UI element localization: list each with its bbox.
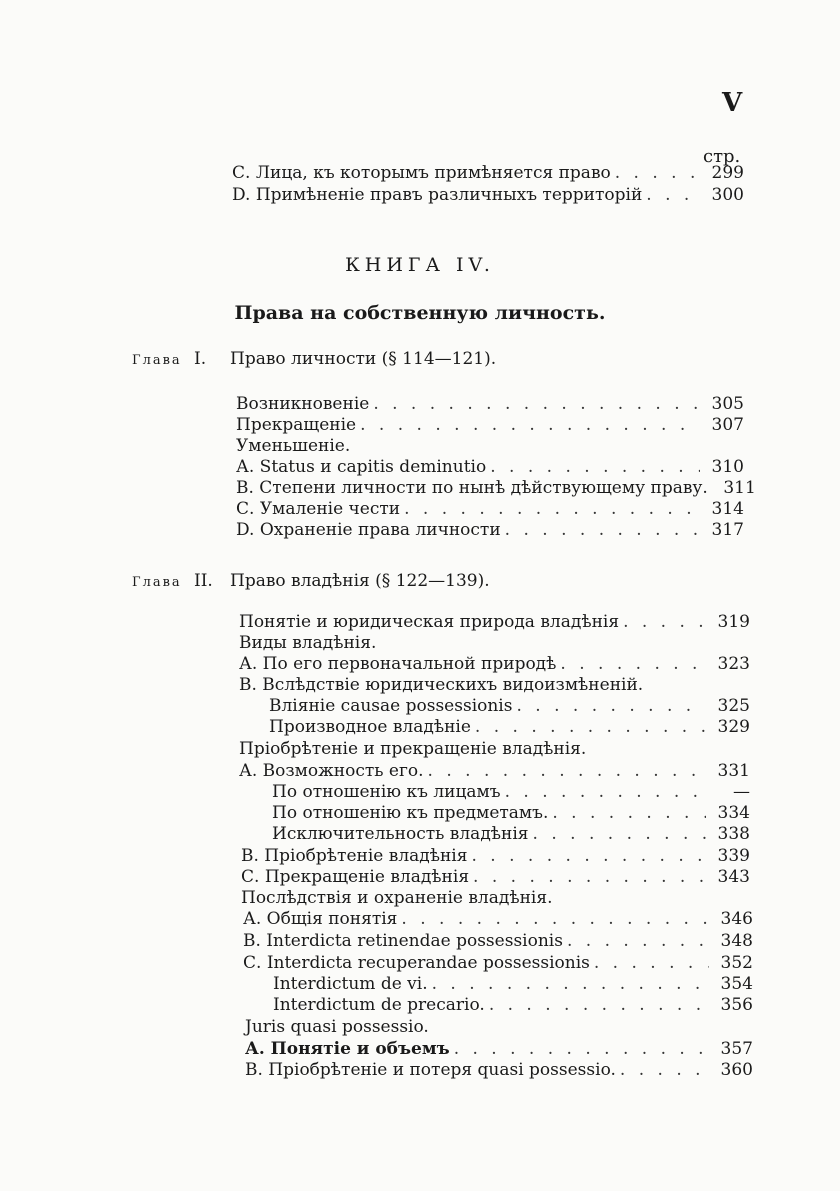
toc-entry-page: 299 xyxy=(711,163,744,183)
toc-entry-label: Прекращеніе xyxy=(236,415,357,435)
toc-entry-page: 334 xyxy=(717,803,750,823)
page-column-header: стр. xyxy=(703,146,741,167)
toc-entry-label: В. Степени личности по нынѣ дѣйствующему праву. xyxy=(236,478,708,498)
toc-entry-label: С. Умаленіе чести xyxy=(236,499,401,519)
toc-entry-page: 343 xyxy=(717,867,750,887)
toc-entry xyxy=(232,184,744,206)
book-subtitle: Права на собственную личность. xyxy=(234,302,606,324)
leader-dots xyxy=(505,519,700,541)
leader-dots xyxy=(615,162,700,184)
toc-entry xyxy=(239,653,750,675)
leader-dots xyxy=(594,952,709,974)
toc-entry-page: 317 xyxy=(711,520,744,540)
toc-section-heading: Виды владѣнія. xyxy=(239,633,377,653)
toc-entry-page: 307 xyxy=(711,415,744,435)
leader-dots xyxy=(646,184,700,206)
leader-dots xyxy=(475,716,706,738)
toc-entry-label: С. Interdicta recuperandae possessionis xyxy=(243,953,590,973)
toc-entry-page: 352 xyxy=(720,953,753,973)
leader-dots xyxy=(401,908,709,930)
toc-section-heading: Juris quasi possessio. xyxy=(245,1017,429,1037)
leader-dots xyxy=(567,930,709,952)
toc-entry-label: В. Пріобрѣтеніе и потеря quasi possessio. xyxy=(245,1060,616,1080)
toc-entry-page: 339 xyxy=(717,846,750,866)
toc-entry-page: 319 xyxy=(717,612,750,632)
leader-dots xyxy=(473,866,706,888)
leader-dots xyxy=(505,781,706,803)
toc-entry-label: D. Охраненіе права личности xyxy=(236,520,501,540)
toc-entry-page: 305 xyxy=(711,394,744,414)
leader-dots xyxy=(489,994,709,1016)
toc-entry-label: А. Возможность его. xyxy=(239,761,424,781)
toc-entry xyxy=(236,456,744,478)
leader-dots xyxy=(516,695,706,717)
chapter-heading xyxy=(132,347,496,371)
toc-entry-page: 325 xyxy=(717,696,750,716)
toc-entry-label: А. Понятіе и объемъ xyxy=(245,1039,450,1059)
toc-entry xyxy=(272,802,750,824)
page-number: V xyxy=(722,88,743,118)
toc-entry xyxy=(241,845,750,867)
chapter-heading xyxy=(132,569,490,593)
toc-entry xyxy=(241,866,750,888)
toc-entry xyxy=(272,823,750,845)
toc-entry-page: 338 xyxy=(717,824,750,844)
leader-dots xyxy=(490,456,700,478)
toc-entry-label: А. По его первоначальной природѣ xyxy=(239,654,557,674)
toc-entry-label: Возникновеніе xyxy=(236,394,370,414)
toc-entry-label: С. Лица, къ которымъ примѣняется право xyxy=(232,163,611,183)
toc-entry-page: 310 xyxy=(711,457,744,477)
leader-dots xyxy=(560,653,706,675)
toc-entry-label: Исключительность владѣнія xyxy=(272,824,529,844)
toc-entry xyxy=(245,1038,753,1060)
toc-entry-page: 323 xyxy=(717,654,750,674)
toc-entry xyxy=(273,994,753,1016)
toc-section-heading: В. Вслѣдствіе юридическихъ видоизмѣненій. xyxy=(239,675,644,695)
toc-section-heading: Послѣдствія и охраненіе владѣнія. xyxy=(241,888,553,908)
toc-entry-page: 314 xyxy=(711,499,744,519)
toc-entry-label: А. Status и capitis deminutio xyxy=(236,457,487,477)
toc-entry-page: 348 xyxy=(720,931,753,951)
toc-entry-page: — xyxy=(733,782,750,802)
toc-entry xyxy=(243,952,753,974)
book-title: КНИГА IV. xyxy=(345,254,495,276)
chapter-word: Глава xyxy=(132,575,182,590)
toc-entry xyxy=(236,477,756,499)
leader-dots xyxy=(432,973,709,995)
chapter-title: Право личности (§ 114—121). xyxy=(230,349,497,369)
leader-dots xyxy=(623,611,706,633)
toc-entry xyxy=(239,760,750,782)
chapter-word: Глава xyxy=(132,353,182,368)
toc-entry-label: Производное владѣніе xyxy=(269,717,471,737)
toc-entry-label: А. Общія понятія xyxy=(243,909,398,929)
toc-entry xyxy=(236,498,744,520)
leader-dots xyxy=(373,393,700,415)
chapter-number: II. xyxy=(194,571,213,591)
leader-dots xyxy=(404,498,700,520)
toc-entry xyxy=(269,716,750,738)
toc-entry-label: В. Пріобрѣтеніе владѣнія xyxy=(241,846,468,866)
toc-entry xyxy=(243,930,753,952)
toc-entry-label: По отношенію къ лицамъ xyxy=(272,782,501,802)
leader-dots xyxy=(533,823,706,845)
chapter-title: Право владѣнія (§ 122—139). xyxy=(230,571,490,591)
toc-entry-label: В. Interdicta retinendae possessionis xyxy=(243,931,563,951)
toc-entry-page: 329 xyxy=(717,717,750,737)
toc-entry xyxy=(236,414,744,436)
toc-entry-label: D. Примѣненіе правъ различныхъ территорій xyxy=(232,185,643,205)
chapter-number: I. xyxy=(194,349,207,369)
toc-entry xyxy=(239,611,750,633)
toc-entry-label: Вліяніе causae possessionis xyxy=(269,696,513,716)
toc-entry xyxy=(273,973,753,995)
toc-entry-label: С. Прекращеніе владѣнія xyxy=(241,867,470,887)
toc-entry xyxy=(243,908,753,930)
toc-entry-page: 311 xyxy=(723,478,756,498)
leader-dots xyxy=(360,414,700,436)
toc-entry-page: 300 xyxy=(711,185,744,205)
leader-dots xyxy=(471,845,706,867)
toc-entry xyxy=(236,519,744,541)
toc-entry-page: 360 xyxy=(720,1060,753,1080)
toc-entry xyxy=(245,1059,753,1081)
toc-entry-page: 357 xyxy=(720,1039,753,1059)
toc-entry-page: 354 xyxy=(720,974,753,994)
toc-entry xyxy=(269,695,750,717)
toc-entry xyxy=(232,162,744,184)
leader-dots xyxy=(620,1059,709,1081)
toc-entry-page: 356 xyxy=(720,995,753,1015)
toc-entry xyxy=(272,781,750,803)
toc-entry-label: По отношенію къ предметамъ. xyxy=(272,803,549,823)
toc-entry-label: Interdictum de vi. xyxy=(273,974,428,994)
toc-entry-label: Понятіе и юридическая природа владѣнія xyxy=(239,612,620,632)
leader-dots xyxy=(552,802,706,824)
toc-entry-page: 346 xyxy=(720,909,753,929)
leader-dots xyxy=(454,1038,709,1060)
leader-dots xyxy=(428,760,706,782)
toc-section-heading: Пріобрѣтеніе и прекращеніе владѣнія. xyxy=(239,739,587,759)
toc-section-heading: Уменьшеніе. xyxy=(236,436,351,456)
toc-entry-label: Interdictum de precario. xyxy=(273,995,485,1015)
toc-entry-page: 331 xyxy=(717,761,750,781)
toc-entry xyxy=(236,393,744,415)
